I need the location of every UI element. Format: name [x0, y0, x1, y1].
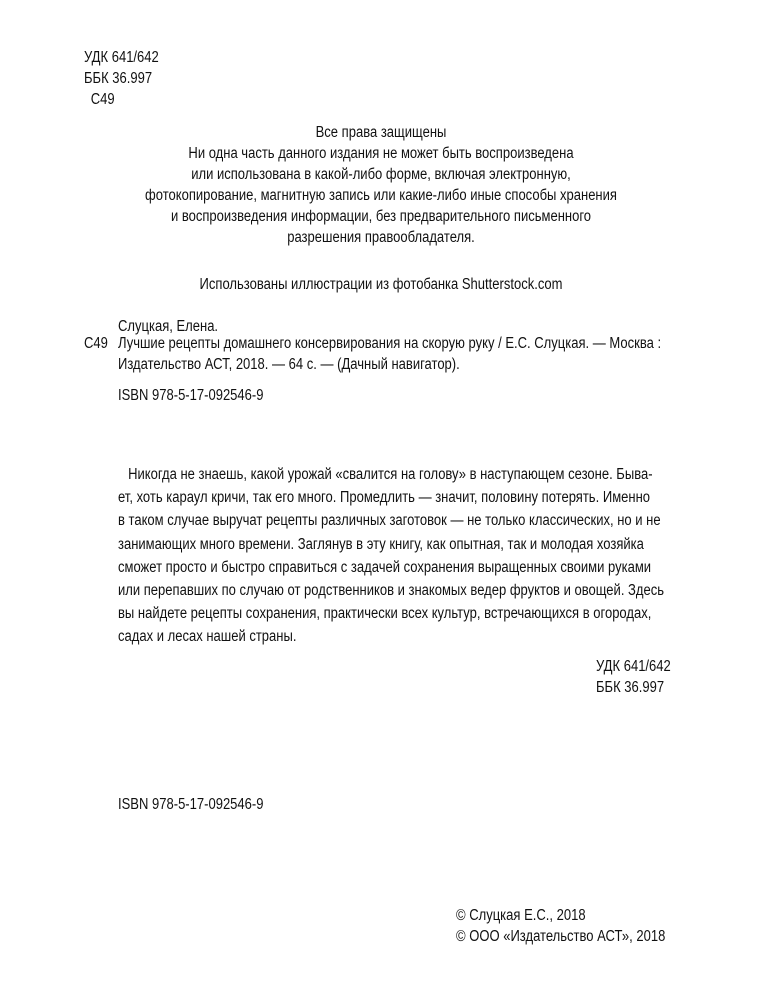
annotation-line: в таком случае выручат рецепты различных заготовок — не только классических, но и не [118, 512, 661, 530]
rights-line: Все права защищены [315, 124, 447, 141]
annotation-line: сможет просто и быстро справиться с задачей сохранения выращенных своими руками [118, 558, 652, 576]
rights-line: фотокопирование, магнитную запись или какие-либо иные способы хранения [145, 187, 617, 204]
annotation-line: занимающих много времени. Заглянув в эту книгу, как опытная, так и молодая хозяйка [118, 535, 644, 553]
bbk-code: ББК 36.997 [596, 679, 665, 696]
classification-block-bottom [596, 656, 671, 698]
annotation-line: вы найдете рецепты сохранения, практически всех культур, встречающихся в огородах, [118, 605, 652, 623]
annotation-line: садах и лесах нашей страны. [118, 628, 297, 646]
bibliographic-author: Слуцкая, Елена. [118, 318, 219, 335]
bibliographic-description [118, 333, 661, 375]
udk-code: УДК 641/642 [596, 658, 671, 675]
copyright-line: © ООО «Издательство АСТ», 2018 [456, 928, 666, 945]
illustrations-note: Использованы иллюстрации из фотобанка Shutterstock.com [199, 276, 563, 293]
author-mark: С49 [90, 91, 115, 108]
classification-block-top [84, 47, 159, 110]
rights-notice [61, 122, 701, 248]
copyright-block [456, 905, 665, 947]
annotation-line: Никогда не знаешь, какой урожай «свалится на голову» в наступающем сезоне. Быва- [128, 466, 653, 483]
isbn-bottom: ISBN 978-5-17-092546-9 [118, 796, 264, 813]
bibliographic-description-line: Лучшие рецепты домашнего консервирования на скорую руку / Е.С. Слуцкая. — Москва : [118, 335, 662, 352]
bibliographic-code: С49 [84, 335, 108, 352]
bibliographic-description-line: Издательство АСТ, 2018. — 64 с. — (Дачный навигатор). [118, 356, 460, 373]
rights-line: или использована в какой-либо форме, включая электронную, [191, 166, 571, 183]
annotation [118, 463, 689, 649]
bbk-code: ББК 36.997 [84, 70, 153, 87]
annotation-line: или перепавших по случаю от родственников и знакомых ведер фруктов и овощей. Здесь [118, 582, 665, 600]
annotation-line: ет, хоть караул кричи, так его много. Промедлить — значит, половину потерять. Именно [118, 489, 651, 507]
rights-line: Ни одна часть данного издания не может быть воспроизведена [188, 145, 574, 162]
isbn-top: ISBN 978-5-17-092546-9 [118, 387, 264, 404]
udk-code: УДК 641/642 [84, 49, 159, 66]
rights-line: и воспроизведения информации, без предварительного письменного [170, 208, 592, 225]
copyright-line: © Слуцкая Е.С., 2018 [456, 907, 586, 924]
rights-line: разрешения правообладателя. [287, 229, 475, 246]
